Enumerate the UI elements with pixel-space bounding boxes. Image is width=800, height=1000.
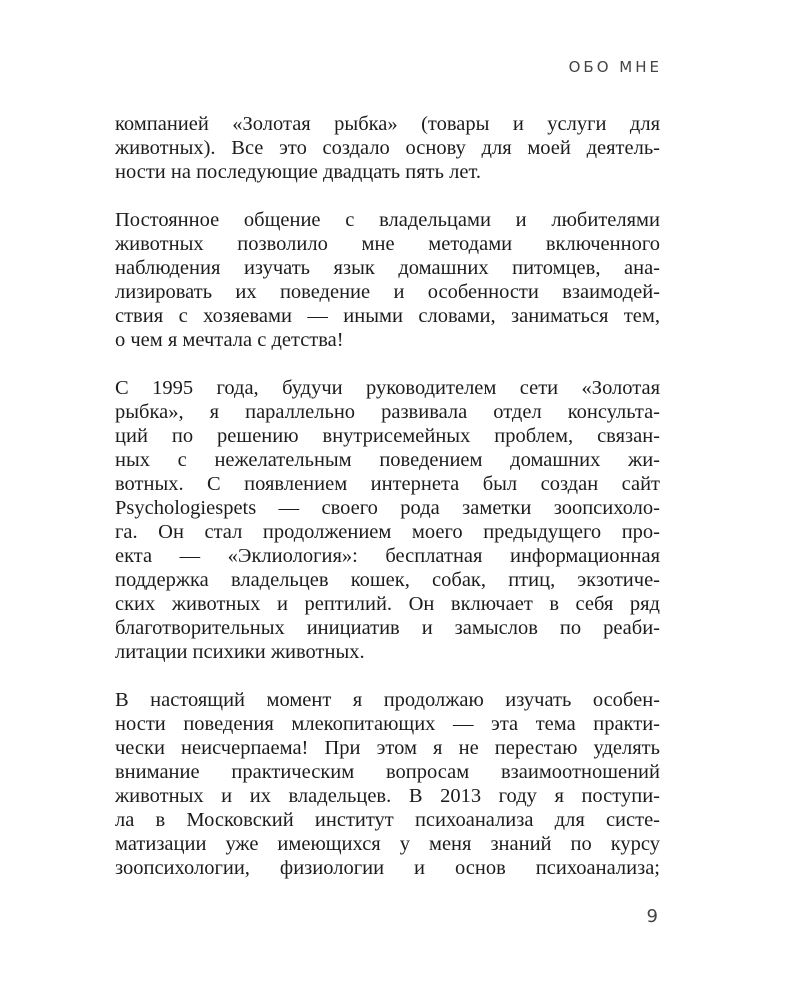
text-line: поддержка владельцев кошек, собак, птиц, экзотиче- [115, 569, 660, 591]
paragraph [115, 112, 660, 184]
text-line: Постоянное общение с владельцами и любителями [115, 209, 660, 231]
paragraph [115, 208, 660, 352]
text-line: зоопсихологии, физиологии и основ психоанализа; [115, 857, 660, 879]
text-line: ских животных и рептилий. Он включает в себя ряд [115, 593, 660, 615]
paragraph [115, 376, 660, 664]
text-line: матизации уже имеющихся у меня знаний по курсу [115, 833, 660, 855]
text-line: ности поведения млекопитающих — эта тема практи- [115, 713, 660, 735]
text-line: о чем я мечтала с детства! [115, 329, 344, 351]
text-line: животных позволило мне методами включенного [115, 233, 660, 255]
text-line: ности на последующие двадцать пять лет. [115, 161, 481, 183]
text-line: ций по решению внутрисемейных проблем, связан- [115, 425, 660, 447]
text-line: благотворительных инициатив и замыслов по реаби- [115, 617, 660, 639]
text-line: внимание практическим вопросам взаимоотношений [115, 761, 660, 783]
text-line: животных). Все это создало основу для моей деятель- [115, 137, 660, 159]
text-line: ных с нежелательным поведением домашних жи- [115, 449, 660, 471]
text-line: В настоящий момент я продолжаю изучать особен- [115, 689, 660, 711]
text-line: животных и их владельцев. В 2013 году я поступи- [115, 785, 660, 807]
text-line: рыбка», я параллельно развивала отдел консульта- [115, 401, 660, 423]
text-line: вотных. С появлением интернета был создан сайт [115, 473, 660, 495]
text-line: чески неисчерпаема! При этом я не перестаю уделять [115, 737, 660, 759]
text-line: литации психики животных. [115, 641, 365, 663]
paragraph [115, 688, 660, 880]
text-line: лизировать их поведение и особенности взаимодей- [115, 281, 660, 303]
text-line: компанией «Золотая рыбка» (товары и услуги для [115, 113, 660, 135]
page-number: 9 [646, 906, 658, 927]
text-line: екта — «Эклиология»: бесплатная информационная [115, 545, 660, 567]
text-line: га. Он стал продолжением моего предыдущего про- [115, 521, 660, 543]
text-line: ла в Московский институт психоанализа для систе- [115, 809, 660, 831]
body-text [115, 112, 660, 880]
text-line: Psychologiespets — своего рода заметки зоопсихоло- [115, 497, 660, 519]
running-header: ОБО МНЕ [568, 58, 662, 76]
text-line: ствия с хозяевами — иными словами, заниматься тем, [115, 305, 660, 327]
text-line: наблюдения изучать язык домашних питомцев, ана- [115, 257, 660, 279]
text-line: С 1995 года, будучи руководителем сети «Золотая [115, 377, 660, 399]
